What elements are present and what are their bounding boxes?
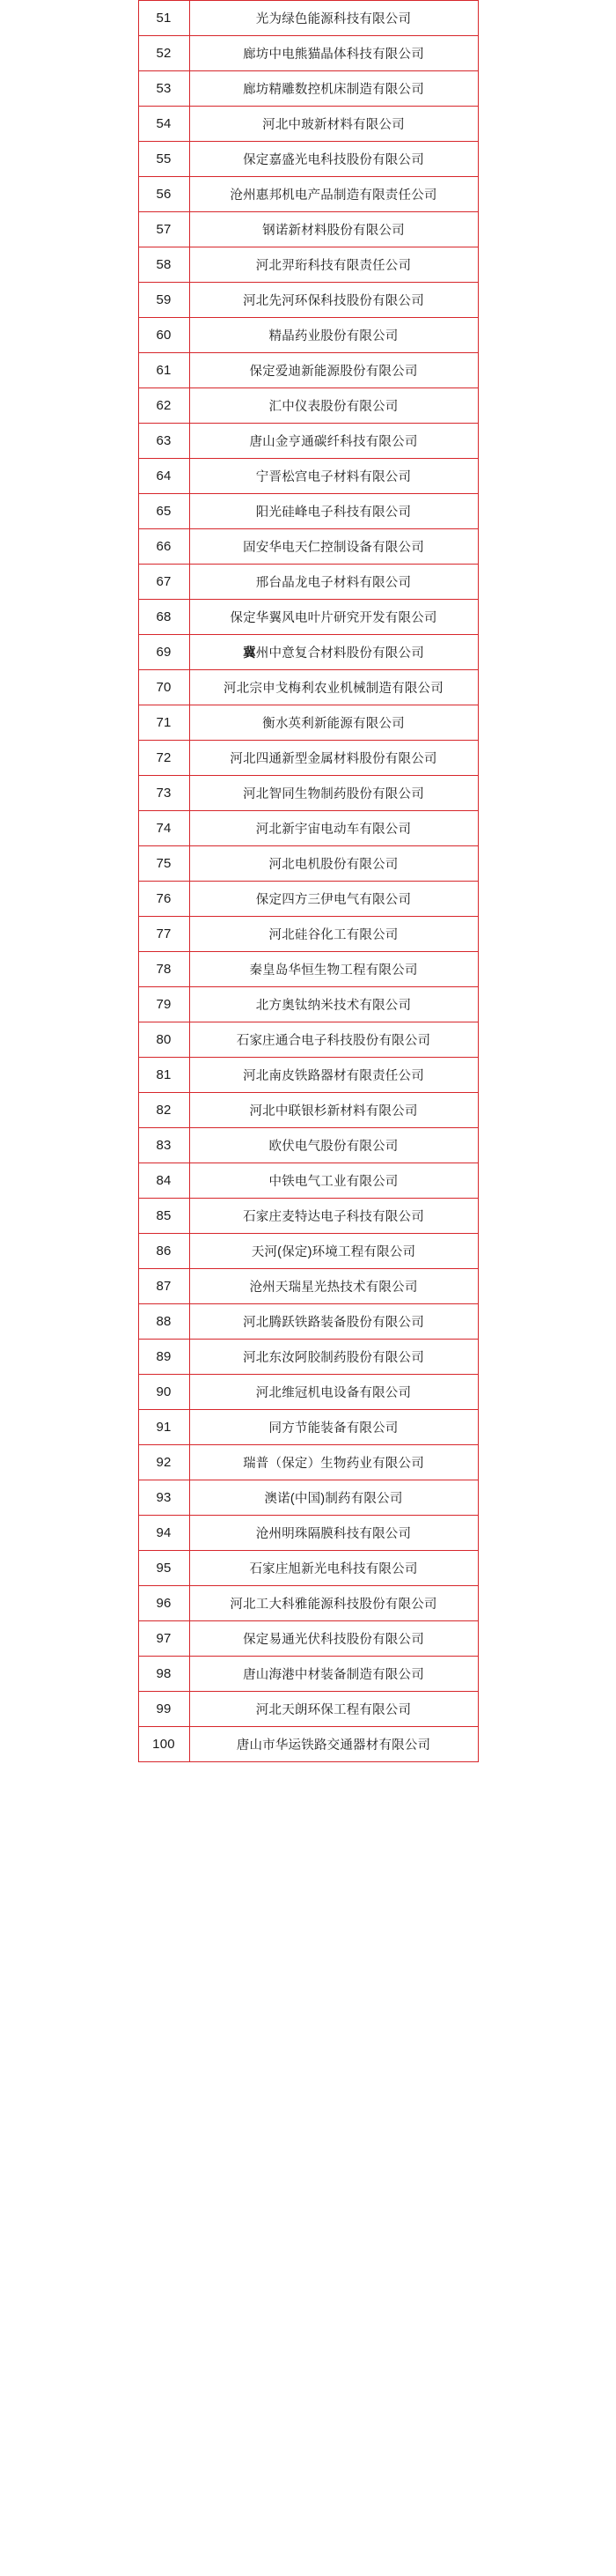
company-name-cell: 同方节能装备有限公司 xyxy=(189,1410,478,1445)
company-name-cell: 钢诺新材料股份有限公司 xyxy=(189,212,478,247)
company-name-cell: 唐山金亨通碳纤科技有限公司 xyxy=(189,424,478,459)
table-row xyxy=(138,529,478,565)
company-name-cell: 中铁电气工业有限公司 xyxy=(189,1163,478,1199)
company-name-cell: 保定四方三伊电气有限公司 xyxy=(189,882,478,917)
row-index-cell: 65 xyxy=(138,494,189,529)
table-row xyxy=(138,388,478,424)
row-index-cell: 52 xyxy=(138,36,189,71)
table-row xyxy=(138,846,478,882)
row-index-cell: 93 xyxy=(138,1480,189,1516)
table-row xyxy=(138,705,478,741)
table-row xyxy=(138,1234,478,1269)
table-row xyxy=(138,459,478,494)
row-index-cell: 99 xyxy=(138,1692,189,1727)
company-name-cell: 澳诺(中国)制药有限公司 xyxy=(189,1480,478,1516)
table-row xyxy=(138,1551,478,1586)
company-name-cell xyxy=(189,635,478,670)
row-index-cell: 89 xyxy=(138,1340,189,1375)
table-row xyxy=(138,1410,478,1445)
row-index-cell: 98 xyxy=(138,1657,189,1692)
row-index-cell: 51 xyxy=(138,1,189,36)
company-name-cell: 河北新宇宙电动车有限公司 xyxy=(189,811,478,846)
company-name-cell: 沧州天瑞星光热技术有限公司 xyxy=(189,1269,478,1304)
table-row xyxy=(138,952,478,987)
table-row xyxy=(138,212,478,247)
company-name-cell: 石家庄麦特达电子科技有限公司 xyxy=(189,1199,478,1234)
row-index-cell: 86 xyxy=(138,1234,189,1269)
company-name-cell: 河北南皮铁路器材有限责任公司 xyxy=(189,1058,478,1093)
row-index-cell: 85 xyxy=(138,1199,189,1234)
company-name-cell: 河北中联银杉新材料有限公司 xyxy=(189,1093,478,1128)
company-name-cell: 宁晋松宫电子材料有限公司 xyxy=(189,459,478,494)
table-row xyxy=(138,1480,478,1516)
row-index-cell: 61 xyxy=(138,353,189,388)
company-name-cell: 固安华电天仁控制设备有限公司 xyxy=(189,529,478,565)
table-row xyxy=(138,494,478,529)
row-index-cell: 56 xyxy=(138,177,189,212)
table-row xyxy=(138,353,478,388)
table-row xyxy=(138,1727,478,1762)
row-index-cell: 63 xyxy=(138,424,189,459)
company-name-cell: 河北腾跃铁路装备股份有限公司 xyxy=(189,1304,478,1340)
table-row xyxy=(138,1269,478,1304)
table-row xyxy=(138,318,478,353)
row-index-cell: 91 xyxy=(138,1410,189,1445)
table-row xyxy=(138,670,478,705)
company-name-rest: 州中意复合材料股份有限公司 xyxy=(255,646,424,661)
table-row xyxy=(138,1586,478,1621)
company-name-cell: 保定华翼风电叶片研究开发有限公司 xyxy=(189,600,478,635)
row-index-cell: 92 xyxy=(138,1445,189,1480)
table-row xyxy=(138,1516,478,1551)
table-row xyxy=(138,1093,478,1128)
company-name-cell: 沧州惠邦机电产品制造有限责任公司 xyxy=(189,177,478,212)
company-name-cell: 保定易通光伏科技股份有限公司 xyxy=(189,1621,478,1657)
company-name-cell: 河北硅谷化工有限公司 xyxy=(189,917,478,952)
table-row xyxy=(138,1657,478,1692)
table-row xyxy=(138,1128,478,1163)
row-index-cell: 96 xyxy=(138,1586,189,1621)
company-name-cell: 北方奥钛纳米技术有限公司 xyxy=(189,987,478,1022)
row-index-cell: 94 xyxy=(138,1516,189,1551)
row-index-cell: 68 xyxy=(138,600,189,635)
company-name-cell: 河北东汝阿胶制药股份有限公司 xyxy=(189,1340,478,1375)
table-row xyxy=(138,1621,478,1657)
row-index-cell: 74 xyxy=(138,811,189,846)
row-index-cell: 77 xyxy=(138,917,189,952)
row-index-cell: 71 xyxy=(138,705,189,741)
table-row xyxy=(138,987,478,1022)
table-row xyxy=(138,177,478,212)
table-row xyxy=(138,1692,478,1727)
company-name-cell: 瑞普（保定）生物药业有限公司 xyxy=(189,1445,478,1480)
row-index-cell: 64 xyxy=(138,459,189,494)
row-index-cell: 90 xyxy=(138,1375,189,1410)
row-index-cell: 67 xyxy=(138,565,189,600)
company-name-cell: 石家庄旭新光电科技有限公司 xyxy=(189,1551,478,1586)
table-row xyxy=(138,1304,478,1340)
table-row xyxy=(138,1445,478,1480)
row-index-cell: 81 xyxy=(138,1058,189,1093)
company-name-cell: 秦皇岛华恒生物工程有限公司 xyxy=(189,952,478,987)
company-name-cell: 唐山市华运铁路交通器材有限公司 xyxy=(189,1727,478,1762)
table-row xyxy=(138,142,478,177)
company-name-cell: 阳光硅峰电子科技有限公司 xyxy=(189,494,478,529)
company-name-cell: 河北中玻新材料有限公司 xyxy=(189,107,478,142)
company-table-body xyxy=(138,1,478,1762)
company-name-cell: 汇中仪表股份有限公司 xyxy=(189,388,478,424)
emphasized-char: 冀 xyxy=(243,646,256,661)
company-name-cell: 河北先河环保科技股份有限公司 xyxy=(189,283,478,318)
company-name-cell: 欧伏电气股份有限公司 xyxy=(189,1128,478,1163)
company-name-cell: 天河(保定)环境工程有限公司 xyxy=(189,1234,478,1269)
company-name-cell: 廊坊中电熊猫晶体科技有限公司 xyxy=(189,36,478,71)
table-row xyxy=(138,1058,478,1093)
table-row xyxy=(138,1163,478,1199)
company-name-cell: 唐山海港中材装备制造有限公司 xyxy=(189,1657,478,1692)
company-name-cell: 光为绿色能源科技有限公司 xyxy=(189,1,478,36)
company-name-cell: 河北维冠机电设备有限公司 xyxy=(189,1375,478,1410)
table-row xyxy=(138,565,478,600)
company-name-cell: 保定嘉盛光电科技股份有限公司 xyxy=(189,142,478,177)
row-index-cell: 60 xyxy=(138,318,189,353)
row-index-cell: 72 xyxy=(138,741,189,776)
row-index-cell: 95 xyxy=(138,1551,189,1586)
table-row xyxy=(138,424,478,459)
company-name-cell: 河北工大科雅能源科技股份有限公司 xyxy=(189,1586,478,1621)
table-row xyxy=(138,36,478,71)
row-index-cell: 76 xyxy=(138,882,189,917)
row-index-cell: 62 xyxy=(138,388,189,424)
row-index-cell: 78 xyxy=(138,952,189,987)
company-name-cell: 河北电机股份有限公司 xyxy=(189,846,478,882)
row-index-cell: 82 xyxy=(138,1093,189,1128)
table-row xyxy=(138,247,478,283)
table-row xyxy=(138,1375,478,1410)
row-index-cell: 66 xyxy=(138,529,189,565)
row-index-cell: 97 xyxy=(138,1621,189,1657)
row-index-cell: 57 xyxy=(138,212,189,247)
company-name-cell: 保定爱迪新能源股份有限公司 xyxy=(189,353,478,388)
table-row xyxy=(138,1340,478,1375)
table-row xyxy=(138,635,478,670)
table-row xyxy=(138,1,478,36)
company-name-cell: 邢台晶龙电子材料有限公司 xyxy=(189,565,478,600)
company-name-cell: 精晶药业股份有限公司 xyxy=(189,318,478,353)
row-index-cell: 79 xyxy=(138,987,189,1022)
row-index-cell: 59 xyxy=(138,283,189,318)
row-index-cell: 80 xyxy=(138,1022,189,1058)
row-index-cell: 87 xyxy=(138,1269,189,1304)
row-index-cell: 73 xyxy=(138,776,189,811)
company-name-cell: 河北羿珩科技有限责任公司 xyxy=(189,247,478,283)
row-index-cell: 84 xyxy=(138,1163,189,1199)
table-row xyxy=(138,107,478,142)
row-index-cell: 54 xyxy=(138,107,189,142)
table-row xyxy=(138,1022,478,1058)
table-row xyxy=(138,741,478,776)
row-index-cell: 58 xyxy=(138,247,189,283)
row-index-cell: 88 xyxy=(138,1304,189,1340)
company-name-cell: 衡水英利新能源有限公司 xyxy=(189,705,478,741)
company-name-cell: 河北智同生物制药股份有限公司 xyxy=(189,776,478,811)
table-row xyxy=(138,71,478,107)
row-index-cell: 100 xyxy=(138,1727,189,1762)
table-row xyxy=(138,600,478,635)
company-name-cell: 廊坊精雕数控机床制造有限公司 xyxy=(189,71,478,107)
company-name-cell: 河北天朗环保工程有限公司 xyxy=(189,1692,478,1727)
row-index-cell: 75 xyxy=(138,846,189,882)
table-row xyxy=(138,882,478,917)
row-index-cell: 69 xyxy=(138,635,189,670)
company-table xyxy=(138,0,479,1762)
company-name-cell: 沧州明珠隔膜科技有限公司 xyxy=(189,1516,478,1551)
table-row xyxy=(138,917,478,952)
row-index-cell: 53 xyxy=(138,71,189,107)
row-index-cell: 70 xyxy=(138,670,189,705)
table-row xyxy=(138,811,478,846)
company-name-cell: 河北四通新型金属材料股份有限公司 xyxy=(189,741,478,776)
row-index-cell: 83 xyxy=(138,1128,189,1163)
row-index-cell: 55 xyxy=(138,142,189,177)
table-row xyxy=(138,1199,478,1234)
table-row xyxy=(138,283,478,318)
company-name-cell: 石家庄通合电子科技股份有限公司 xyxy=(189,1022,478,1058)
table-row xyxy=(138,776,478,811)
company-name-cell: 河北宗申戈梅利农业机械制造有限公司 xyxy=(189,670,478,705)
